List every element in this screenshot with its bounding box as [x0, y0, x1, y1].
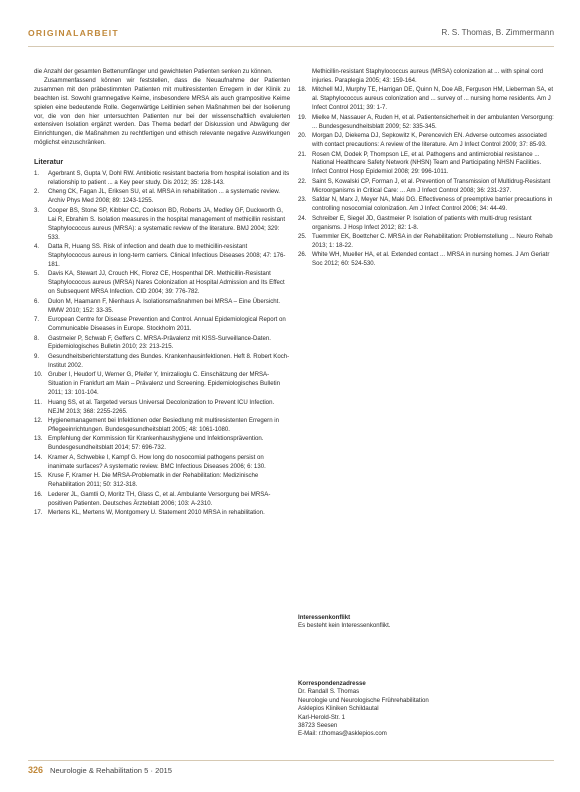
section-label: ORIGINALARBEIT — [28, 28, 119, 38]
reference-number: 23. — [298, 196, 307, 204]
reference-item — [34, 243, 290, 270]
reference-number: 14. — [34, 453, 43, 461]
page-footer — [28, 764, 554, 778]
reference-number: 9. — [34, 352, 40, 360]
reference-item — [298, 86, 554, 113]
reference-text: Cooper BS, Stone SP, Kibbler CC, Cookson BD, Roberts JA, Medley GF, Duckworth G, Lai R, Ebrahim S. Isolation measures in the hospital management of methicillin resistant Staphylococcus aureus (MRSA): a systematic review of the literature. BMJ 2004; 329: 533. — [48, 206, 286, 241]
reference-item — [298, 215, 554, 233]
reference-number: 15. — [34, 472, 43, 480]
reference-item — [34, 371, 290, 398]
reference-item — [298, 233, 554, 251]
reference-text: Schreiber E, Siegel JD, Gastmeier P. Isolation of patients with multi-drug resistant organisms. J Hosp Infect 2012; 82: 1-8. — [312, 214, 532, 231]
reference-number: 10. — [34, 371, 43, 379]
reference-text: Cheng CK, Fagan JL, Eriksen SU, et al. MRSA in rehabilitation ... a systematic review. Archiv Phys Med 2008; 89: 1243-1255. — [48, 188, 281, 205]
reference-item — [34, 509, 290, 518]
reference-text: Mielke M, Nassauer A, Ruden H, et al. Patientensicherheit in der ambulanten Versorgung: ... Bundesgesundheitsblatt 2009; 52: 335-345. — [312, 113, 554, 130]
reference-item — [298, 178, 554, 196]
reference-item — [34, 170, 290, 188]
left-column — [34, 68, 290, 519]
contact-line: Neurologie und Neurologische Frührehabilitation — [298, 696, 429, 704]
reference-number: 25. — [298, 233, 307, 241]
reference-text: Huang SS, et al. Targeted versus Universal Decolonization to Prevent ICU Infection. NEJM 2013; 368: 2255-2265. — [48, 398, 275, 415]
reference-number: 2. — [34, 188, 40, 196]
reference-item — [34, 298, 290, 316]
contact-line: Karl-Herold-Str. 1 — [298, 713, 346, 721]
reference-item — [34, 188, 290, 206]
page-header — [28, 28, 554, 48]
journal-name: Neurologie & Rehabilitation 5 · 2015 — [50, 766, 173, 775]
body-paragraph: Zusammenfassend können wir feststellen, dass die Neuaufnahme der Patienten zusammen mit den präbestimmten Patienten mit multiresistenten Erregern in der Klinik zu beachten ist. Sowohl gramnegative Keime, insbesondere MRSA als auch grampositive Keime spielen eine bedeutende Rolle. Gegenwärtige Leitlinien sehen Maßnahmen bei der Isolierung vor, die von den hier untersuchten Patienten nur bei der wissenschaftlich evaluierten extensiven Isolation ergänzt werden. Das Thema bedarf der Diskussion und Abwägung der Einrichtungen, die Maßnahmen zu rechtfertigen und ethisch relevante negative Auswirkungen möglichst einzuschränken. — [34, 76, 290, 147]
reference-number: 6. — [34, 297, 40, 305]
reference-number: 26. — [298, 251, 307, 259]
right-column — [298, 68, 554, 270]
reference-item — [298, 132, 554, 150]
correspondence-address — [298, 680, 554, 739]
reference-number: 22. — [298, 177, 307, 185]
reference-item — [34, 454, 290, 472]
reference-number: 5. — [34, 270, 40, 278]
reference-number: 20. — [298, 132, 307, 140]
reference-text: Empfehlung der Kommission für Krankenhaushygiene und Infektionsprävention. Bundesgesundheitsblatt 2014; 57: 696-732. — [48, 435, 264, 452]
reference-item — [34, 472, 290, 490]
reference-item — [34, 417, 290, 435]
reference-item — [298, 68, 554, 86]
reference-number: 3. — [34, 206, 40, 214]
reference-list-left — [34, 170, 290, 518]
reference-text: Mitchell MJ, Murphy TE, Harrigan DE, Quinn N, Doe AB, Ferguson HM, Lieberman SA, et al. Staphylococcus aureus colonization and ... survey of ... nursing home residents. Am J Infect Control 2011; 39: 1-7. — [312, 86, 554, 112]
reference-number: 17. — [34, 509, 43, 517]
reference-number: 4. — [34, 243, 40, 251]
reference-item — [34, 435, 290, 453]
contact-line: 38723 Seesen — [298, 722, 338, 730]
conflict-text: Es besteht kein Interessenkonflikt. — [298, 622, 391, 630]
contact-line: Dr. Randall S. Thomas — [298, 688, 360, 696]
reference-text: Hygienemanagement bei Infektionen oder Besiedlung mit multiresistenten Erregern in Pflegeeinrichtungen. Bundesgesundheitsblatt 2005; 48: 1061-1080. — [48, 417, 280, 433]
reference-number: 24. — [298, 214, 307, 222]
body-paragraph: die Anzahl der gesamten Bettenumfänger und gewichteten Patienten senken zu können. — [34, 68, 273, 75]
reference-item — [34, 399, 290, 417]
reference-text: White WH, Mueller HA, et al. Extended contact ... MRSA in nursing homes. J Am Geriatr Soc 2012; 60: 524-530. — [312, 251, 550, 268]
reference-text: Rosen CM, Dodek P, Thompson LE, et al. Pathogens and antimicrobial resistance ... National Healthcare Safety Network (NHSN) Team and Participating NHSN Facilities. Infect Control Hosp Epidemiol 2008; 29: 996-1011. — [312, 150, 542, 176]
reference-number: 7. — [34, 316, 40, 324]
footer-rule — [28, 760, 554, 761]
header-rule — [28, 46, 554, 47]
reference-text: European Centre for Disease Prevention and Control. Annual Epidemiological Report on Communicable Diseases in Europe. Stockholm 2011. — [48, 316, 286, 333]
reference-list-right — [298, 68, 554, 269]
reference-text: Gesundheitsberichterstattung des Bundes. Krankenhausinfektionen. Heft 8. Robert Koch-Institut 2002. — [48, 352, 290, 369]
reference-item — [34, 491, 290, 509]
reference-number: 11. — [34, 398, 43, 406]
contact-title: Korrespondenzadresse — [298, 680, 366, 687]
reference-number: 1. — [34, 170, 40, 178]
reference-text: Gruber I, Heudorf U, Werner G, Pfeifer Y, Imirzalioglu C. Einschätzung der MRSA-Situation in Frankfurt am Main – Prävalenz und Screening. Epidemiologisches Bulletin 2011; 13: 101-104. — [48, 371, 281, 397]
reference-number: 18. — [298, 86, 307, 94]
reference-item — [34, 335, 290, 353]
page-number: 326 — [28, 765, 44, 775]
reference-number: 13. — [34, 435, 43, 443]
reference-number: 8. — [34, 334, 40, 342]
reference-item — [298, 251, 554, 269]
reference-item — [34, 316, 290, 334]
literature-heading: Literatur — [34, 157, 64, 167]
reference-text: Safdar N, Marx J, Meyer NA, Maki DG. Effectiveness of preemptive barrier precautions in controlling nosocomial colonization. Am J Infect Control 2006; 34: 44-49. — [312, 196, 553, 213]
reference-text: Methicillin-resistant Staphylococcus aureus (MRSA) colonization at ... with spinal cord injuries. Paraplegia 2005; 43: 159-164. — [312, 68, 543, 84]
reference-text: Kruse F, Kramer H. Die MRSA-Problematik in der Rehabilitation: Medizinische Rehabilitation 2011; 50: 312-318. — [48, 472, 259, 489]
reference-item — [34, 207, 290, 243]
reference-number: 21. — [298, 150, 307, 158]
conflict-title: Interessenkonflikt — [298, 614, 351, 621]
reference-text: Morgan DJ, Diekema DJ, Sepkowitz K, Perencevich EN. Adverse outcomes associated with contact precautions: A review of the literature. Am J Infect Control 2009; 37: 85-93. — [312, 132, 547, 149]
reference-item — [298, 151, 554, 178]
reference-text: Saint S, Kowalski CP, Forman J, et al. Prevention of Transmission of Multidrug-Resistant Microorganisms in Critical Care: ... Am J Infect Control 2008; 36: 231-237. — [312, 177, 551, 194]
reference-text: Agerbrant S, Gupta V, Dohl RW. Antibiotic resistant bacteria from hospital isolation and its relationship to patient ... a Key peer study. Dis 2012; 35: 128-143. — [48, 170, 290, 186]
reference-text: Mertens KL, Mertens W, Montgomery U. Statement 2010 MRSA in rehabilitation. — [48, 509, 265, 517]
reference-item — [34, 353, 290, 371]
reference-text: Davis KA, Stewart JJ, Crouch HK, Florez CE, Hospenthal DR. Methicillin-Resistant Staphylococcus aureus (MRSA) Nares Colonization at Hospital Admission and Its Effect on Subsequent MRSA Infection. CID 2004; 39: 776-782. — [48, 270, 285, 296]
reference-item — [34, 270, 290, 297]
reference-text: Tuemmler EK, Boettcher C. MRSA in der Rehabilitation: Problemstellung ... Neuro Rehab 2013; 1: 18-22. — [312, 233, 553, 249]
conflict-of-interest — [298, 614, 554, 631]
reference-item — [298, 196, 554, 214]
reference-text: Gastmeier P, Schwab F, Geffers C. MRSA-Prävalenz mit KISS-Surveillance-Daten. Epidemiologisches Bulletin 2010; 23: 213-215. — [48, 334, 271, 351]
reference-number: 19. — [298, 113, 307, 121]
reference-text: Lederer JL, Gamtli O, Moritz TH, Glass C, et al. Ambulante Versorgung bei MRSA-positiven Patienten. Deutsches Ärzteblatt 2006; 103: A-2310. — [48, 490, 271, 507]
reference-text: Kramer A, Schwebke I, Kampf G. How long do nosocomial pathogens persist on inanimate surfaces? A systematic review. BMC Infectious Diseases 2006; 6: 130. — [48, 453, 266, 470]
reference-number: 16. — [34, 490, 43, 498]
reference-text: Dulon M, Haamann F, Nienhaus A. Isolationsmaßnahmen bei MRSA – Eine Übersicht. MMW 2010; 152: 33-35. — [48, 297, 281, 314]
reference-text: Datta R, Huang SS. Risk of infection and death due to methicillin-resistant Staphylococcus aureus in long-term carriers. Clinical Infectious Diseases 2008; 47: 176-181. — [48, 243, 286, 268]
reference-item — [298, 114, 554, 132]
running-header-authors: R. S. Thomas, B. Zimmermann — [441, 28, 554, 37]
reference-number: 12. — [34, 417, 43, 425]
contact-email[interactable]: E-Mail: r.thomas@asklepios.com — [298, 730, 387, 738]
contact-line: Asklepios Kliniken Schildautal — [298, 705, 379, 713]
